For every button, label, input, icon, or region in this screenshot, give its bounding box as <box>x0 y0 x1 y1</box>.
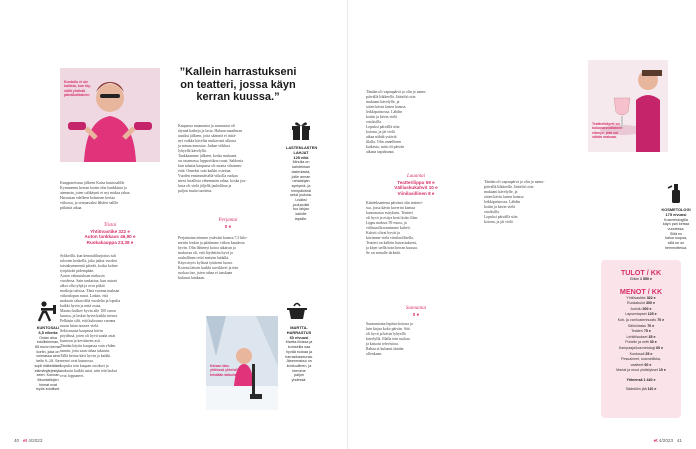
text-line: ja minua innostaa. Jatkan viikkoa <box>178 144 230 148</box>
text-line: Kosmetologilla <box>664 217 688 222</box>
expense-value: 25 e <box>645 351 653 356</box>
text-line: leikkipuistossa. Lähdin <box>484 200 521 204</box>
text-line: ollenkaan. <box>366 352 383 356</box>
text-line: Sekä muuta kaupassa kävin <box>60 329 103 333</box>
expense-line: Yhtiövastike 322 e <box>90 228 130 234</box>
gifts-text <box>286 160 316 221</box>
text-line: teemme <box>292 368 306 373</box>
gifts-value: 125 e/kk <box>293 154 309 160</box>
day-label: Tiistai <box>103 223 117 228</box>
text-line: seen. Kunnan <box>36 373 60 378</box>
text-line: päivällä liikkeellä. Jäätelöö otin <box>366 95 416 99</box>
expense-line: Välilaskukahvit 10 e <box>394 185 438 191</box>
expense-label: Kampaaja/kosmetologi <box>618 345 656 350</box>
intro-col2 <box>178 124 278 194</box>
text-line: joille annan <box>291 174 311 179</box>
text-line: Kahvit olivat hyvät ja <box>366 231 400 235</box>
magazine-logo: et <box>22 438 28 443</box>
gym-sidebar <box>33 326 63 392</box>
caption-line: Kuntoilu ei ole kallista, kun löy- <box>64 80 92 89</box>
text-line: kävelyllä. Illalla tein ruokaa <box>366 337 410 341</box>
caption-line: Kaisan talo- <box>210 364 230 368</box>
expense-label: Teatteri <box>631 329 643 334</box>
right-col1-bottom <box>366 322 466 357</box>
caption-line: vähän maksaa. <box>592 135 617 140</box>
text-line: kotona, ja jäi vielä <box>366 130 395 134</box>
text-line: Kauppareissun jälkeen Kaisa kuntosalille. <box>60 181 126 185</box>
text-line: syntymä- ja <box>291 183 311 188</box>
text-line: yhdessä. <box>291 378 307 383</box>
text-line: halua luopua, <box>664 236 688 241</box>
cosmetologist-sidebar <box>658 208 694 251</box>
text-line: paljon <box>294 373 304 378</box>
text-line: Kaupassa maanantai ja sunnuntai oli <box>178 124 235 128</box>
text-line: Siitä en <box>669 231 683 236</box>
text-line: hinnat ovat <box>38 382 58 387</box>
woman-with-weights-photo <box>60 68 160 162</box>
total-value: 1 440 e <box>643 377 656 382</box>
text-line: metrin lenkin ja päätimme viikon kaudesta <box>178 241 245 245</box>
cosmetologist-label: KOSMETOLOGI <box>661 207 691 212</box>
text-line: ostoksilla. <box>484 210 500 214</box>
caption-line: elämys, jota voi <box>592 130 619 135</box>
gym-label: KUNTOSALI <box>36 325 60 330</box>
text-line: pitkästä aikaa. <box>60 206 83 210</box>
text-line: ja katsoin televisiota. <box>366 342 399 346</box>
right-col1-top <box>366 90 466 155</box>
caption-line: Teatterikäynti on <box>592 122 620 126</box>
text-line: lyhyellä kävelyllä. <box>178 149 207 153</box>
caption-line: kokonaisvaltainen <box>592 126 623 131</box>
text-line: luin kirjaa koko päivän. Sää <box>366 327 410 331</box>
savings-label: Säästöön jää <box>625 386 647 391</box>
text-line: Ostan aina <box>39 335 57 340</box>
text-line: maksoin kaikki asiat, niin että laskut <box>60 369 117 373</box>
magazine-logo: et <box>653 438 658 443</box>
text-line: ruokaa itse, joten rahaa ei taaskaan <box>178 271 233 275</box>
text-line: aikana tapahtunut. <box>366 150 395 154</box>
expense-label: Yhtiövastike <box>626 295 646 300</box>
text-line: Minulla on <box>292 160 310 165</box>
text-line: katsomassa esityksen. Teatteri <box>366 211 413 215</box>
text-line: alkoi olla tyhjä ja ovat pitkiä <box>60 284 105 288</box>
expense-label: Kuntosali <box>629 351 645 356</box>
text-line: kun tuhatta kaupassa oli monta vihannes- <box>178 164 243 168</box>
page-number: 40 <box>14 438 20 443</box>
expense-line: Auton tankkaus 46,90 e <box>84 234 136 240</box>
theatre-photo <box>588 60 668 152</box>
text-line: tunnin, jotta saan rahaa takaisin. <box>60 349 111 353</box>
text-line: kuussa, ja laskin hyvin kaikki menot. <box>60 314 118 318</box>
expense-value: 70 e <box>647 323 655 328</box>
text-line: Jäsenmaksu on <box>286 359 312 364</box>
day-heading-friday <box>178 218 278 229</box>
expense-value: 70 e <box>657 317 665 322</box>
page-number: 41 <box>676 438 682 443</box>
text-line: Lisäksi <box>295 198 307 203</box>
income-value: 1 550 e <box>640 277 652 281</box>
gift-icon <box>290 120 312 142</box>
text-line: kuntoon ja kevääseen asti. <box>60 339 101 343</box>
day-label: Lauantai <box>406 174 426 179</box>
text-line: Maasto kulkee hyvin alle 100 euron <box>60 309 116 313</box>
expense-value: 75 e <box>643 329 651 334</box>
text-line: kulunut lainkaan. <box>178 276 206 280</box>
income-label: Eläke <box>630 277 639 281</box>
text-line: Tänään oli vapaapäivä ja olin jo aamu- <box>366 90 427 94</box>
snow-illustration <box>206 316 278 410</box>
body-col2 <box>178 236 278 281</box>
text-line: sopii eläkeläisen <box>34 363 62 368</box>
text-line: kello 9–15. Se <box>36 359 60 364</box>
text-line: on ostamassa loppuviikon ruuat. Saldonia <box>178 159 243 163</box>
text-line: kävimme vielä viinilasillisella. <box>366 236 414 240</box>
text-line: leikkipuistossa. Lähdin <box>366 110 403 114</box>
expense-label: Koti- ja vanhustenhuolto <box>617 317 657 322</box>
text-line: illalla. Olin onnellinen <box>366 140 402 144</box>
photo1-caption <box>64 80 98 98</box>
text-line: Pelkäsin silti, että kuluvana vuonna <box>60 319 116 323</box>
text-line: 65 euron kerran <box>34 345 62 349</box>
expense-row <box>601 368 681 374</box>
martta-label: MARTTA-HARRASTUS <box>286 325 312 335</box>
text-line: Perjantaina teimme ystäväni kanssa 7,5 kilo- <box>178 236 248 240</box>
martta-sidebar <box>282 326 316 383</box>
caption-line: tehdään talkoita. <box>210 372 238 377</box>
cooking-pot-icon <box>286 300 308 322</box>
left-footer <box>14 438 42 443</box>
cosmetologist-text <box>658 218 694 251</box>
day-label: Sunnuntai <box>405 306 427 311</box>
text-line: sitten kävin lasten kanssa <box>366 105 406 109</box>
expense-value: 322 e <box>646 295 656 300</box>
total-row <box>601 378 681 384</box>
pull-quote: ”Kallein harrastukseni on teatteri, jossa käyn kerran kuussa.” <box>179 66 297 103</box>
expense-label: Puhelin ja netti <box>625 340 649 345</box>
expense-value: 300 e <box>645 301 655 306</box>
text-line: Rahaa ei kulunut tänään <box>366 347 404 351</box>
text-line: Se on minulle tärkeää. <box>366 251 401 255</box>
text-line: Tänään oli vapaapäivä ja olin jo aamu- <box>484 180 545 184</box>
text-line: ovat loppuneet. <box>60 374 84 378</box>
text-line: hyvin. Olin lähtenyt kotoa aikaisin ja <box>178 246 236 250</box>
gym-icon <box>36 300 58 322</box>
text-line: vuodessa. Sain tankattua, kun autoni <box>60 279 117 283</box>
text-line: Vuoden ensimmäisellä viikolla ruokaa <box>178 174 238 178</box>
text-line: hyvää ruokaa ja <box>285 349 313 354</box>
day-heading-saturday <box>366 174 466 196</box>
text-line: mukaani kävelylle, ja <box>366 100 400 104</box>
right-footer <box>654 438 682 443</box>
expense-line: 0 e <box>224 223 232 229</box>
text-line: kotiin ja kävin vielä <box>366 115 398 119</box>
expense-value: 60 e <box>644 362 652 367</box>
text-line: sillä se on <box>667 241 685 246</box>
text-line: oli hyvä ja kävin lyhyellä <box>366 332 406 336</box>
text-line: lusta oli vielä jäljellä jauhelihaa ja <box>178 184 232 188</box>
text-line: Kotona laitoin kaikki tarvikkeet ja tein <box>178 266 239 270</box>
cosmetics-icon <box>666 182 686 204</box>
cosmetologist-value: 175 e/vuosi <box>665 211 687 217</box>
text-line: Kahdeksantena päivänä olin teatteri- <box>366 201 423 205</box>
text-line: viikonlopun ruuat. Laskin, että <box>60 294 108 298</box>
caption-line: päiväkohtainen <box>64 93 90 98</box>
text-line: työpäivää pidempään. <box>60 269 95 273</box>
text-line: nyt vaikka kävelisi mukavasti ulkona <box>178 139 236 143</box>
day-heading-sunday <box>366 306 466 317</box>
gifts-label: LASTENLASTEN LAHJAT <box>286 145 318 155</box>
text-line: kaikki hyvin ja mitä ostaa. <box>60 304 102 308</box>
text-line: Tankkaamme jälkeen, koska mukaani <box>178 154 237 158</box>
income-title: TULOT / KK <box>620 268 662 277</box>
right-page <box>285 0 696 449</box>
text-line: erää. Onneksi sain kaikki ostettua. <box>178 169 232 173</box>
issue-number: 4/2023 <box>28 438 43 443</box>
expense-line: Viinilasillinen 8 e <box>397 190 435 196</box>
income-row <box>601 277 681 283</box>
gym-text <box>33 336 63 392</box>
expense-line: Teatterilippu 59 e <box>397 179 435 185</box>
text-line: harrastusseuraa. <box>285 354 313 359</box>
gifts-sidebar <box>286 146 316 222</box>
text-line: myös edulliset. <box>35 387 61 392</box>
text-line: Sykkeillä, kun kenraaliharjoitus tuli <box>60 254 116 258</box>
text-line: sitten kävin lasten kanssa <box>484 195 524 199</box>
martta-value: 60 e/vuosi <box>289 334 309 340</box>
text-line: uusiksi jälkeen, jotta säännöt ei riittä- <box>178 134 237 138</box>
text-line: Lopuksi päivällä söin <box>484 215 518 219</box>
text-line: täynnä katkeja ja lasia. Haluan maailman <box>178 129 242 133</box>
text-line: käyn pari kertaa <box>662 222 690 227</box>
expense-label: Ruokakulut <box>627 301 645 306</box>
snow-work-photo <box>206 316 278 410</box>
text-line: kaikesta, mitä oli päivän <box>366 145 405 149</box>
text-line: elämänjärjestyk- <box>34 368 62 373</box>
text-line: matkoja tulossa. Tänä vuonna maksan <box>60 289 120 293</box>
savings-value: 110 e <box>647 386 657 391</box>
text-line: Lippu maksoi 59 euroa, ja <box>366 221 407 225</box>
expense-value: 300 e <box>642 306 652 311</box>
text-line: kohtuullinen, ja <box>286 363 312 368</box>
intro-col1 <box>60 181 160 211</box>
text-line: Auton vakuutuksen maksoin <box>60 274 105 278</box>
text-line: Käyn myös kylässä tyttäreni luona. <box>178 261 233 265</box>
text-line: kotona, ja jäi vielä <box>484 220 513 224</box>
text-line: lapsille. <box>294 216 308 221</box>
text-line: rahalahjan <box>292 179 310 184</box>
text-line: viikossa, ja seuraavaksi lähden salille <box>60 201 119 205</box>
expense-label: Lehtitilaukset <box>626 334 648 339</box>
expense-value: 10 e <box>658 368 666 373</box>
text-line: joulupukki <box>292 202 310 207</box>
issue-number: 4/2023 <box>658 438 674 443</box>
theatre-caption <box>592 122 642 140</box>
text-line: päivällä liikkeellä. Jäätelöö otin <box>484 185 534 189</box>
text-line: rauhallinen reitti metsän laidalla. <box>178 256 230 260</box>
expense-label: Sähkölasku <box>627 323 647 328</box>
budget-box <box>601 260 681 418</box>
expense-value: 60 e <box>656 345 664 350</box>
martta-text <box>282 340 316 382</box>
text-line: tulosten keskellä, joka jatkui vuoden <box>60 259 117 263</box>
expense-label: Martat ja muut yhdistykset <box>616 368 658 373</box>
text-line: aiemmin, joten salikäynti ei nyt maksa rahaa. <box>60 191 131 195</box>
text-line: Tällä kertaa kävi hyvin ja kaikki <box>60 354 111 358</box>
right-col1-mid <box>366 201 466 256</box>
right-col2-text <box>484 180 584 225</box>
text-line: maksoin rahaa tältä vuodelta ja lopulta <box>60 299 121 303</box>
expense-value: 30 e <box>649 340 657 345</box>
text-line: voimassa aina <box>36 354 60 359</box>
text-line: ja käyn siellä noin kerran kuussa. <box>366 246 418 250</box>
text-line: pöydässä, joten oli hyvä saada asiat <box>60 334 116 338</box>
text-line: toistakymmentä päivää, koska kolme <box>60 264 118 268</box>
text-line: vuodessa. <box>667 227 685 231</box>
text-line: välitauolla nautimme kahvit. <box>366 226 411 230</box>
expense-line: 0 e <box>412 311 420 317</box>
text-line: oli hyvä ja esitys kesti koko illan. <box>366 216 419 220</box>
text-line: mukavaa oli, että löydettiin hyvä ja <box>178 251 233 255</box>
text-line: hemmottelua. <box>664 245 688 250</box>
expense-value: 35 e <box>648 334 656 339</box>
expense-label: Pesuaineet, kosmetiikka, <box>621 357 661 362</box>
caption-line: sällä yhdistä <box>64 88 86 93</box>
text-line: kaikille <box>295 212 307 217</box>
text-line: Kymmenen kerran kortin olin hankkinut jo <box>60 186 127 190</box>
text-line: liikuntatilojen <box>37 377 59 382</box>
text-line: menot ovat kunnossa. <box>60 359 94 363</box>
caption-line: yhtiössä yhteisillä <box>210 368 241 373</box>
photo2-caption <box>210 364 246 377</box>
text-line: ssa, jossa kävin kaverini kanssa <box>366 206 416 210</box>
text-line: kotiin ja kävin vielä <box>484 205 516 209</box>
text-line: meni lavallista vähemmän rahaa, koska jou- <box>178 179 247 183</box>
text-line: Tänään käytin kaupassa vain yhden <box>60 344 116 348</box>
text-line: Harrastan edelleen kolmisen kertaa <box>60 196 115 200</box>
day-label: Perjantai <box>218 218 238 223</box>
text-line: ruuan hinta nousee vielä. <box>60 324 99 328</box>
text-line: Martta-illoissa ja <box>285 340 313 345</box>
text-line: Lopuksi päivällä söin <box>366 125 400 129</box>
text-line: mukaani kävelylle, ja <box>484 190 518 194</box>
text-line: kahdeksan <box>292 165 310 170</box>
gym-value: 6,5 e/kerta <box>38 329 58 335</box>
text-line: paljon muita tuotteita. <box>178 189 213 193</box>
total-label: Yhteensä <box>626 377 643 382</box>
text-line: nimipäivänä <box>291 188 311 193</box>
text-line: edullisimman, <box>36 340 60 345</box>
text-line: sekä jouluna. <box>290 193 312 198</box>
text-line: lastenlasta, <box>291 169 311 174</box>
body-col1 <box>60 254 160 379</box>
text-line: Sunnuntaina lepäsin kotona ja <box>366 322 413 326</box>
expense-label: vaatteet <box>630 362 644 367</box>
text-line: Lopulta tein kaupan ostokset ja <box>60 364 109 368</box>
text-line: Teatteri on kallein harrastukseni, <box>366 241 417 245</box>
expense-value: 125 e <box>647 312 657 317</box>
text-line: kortin, joka on <box>36 349 60 354</box>
text-line: kursseilla saa <box>287 345 311 350</box>
text-line: ostoksilla. <box>366 120 382 124</box>
expense-title: MENOT / KK <box>619 286 663 296</box>
savings-row <box>601 387 681 393</box>
day-heading-tuesday <box>60 223 160 245</box>
text-line: tuo lahjan <box>293 207 309 212</box>
expense-line: Ruokakauppa 23,38 e <box>86 239 134 245</box>
expense-label: Lapsenlapset <box>625 312 647 317</box>
expense-label: Autoilu <box>630 306 642 311</box>
text-line: aikaa nähdä ystäviä <box>366 135 397 139</box>
